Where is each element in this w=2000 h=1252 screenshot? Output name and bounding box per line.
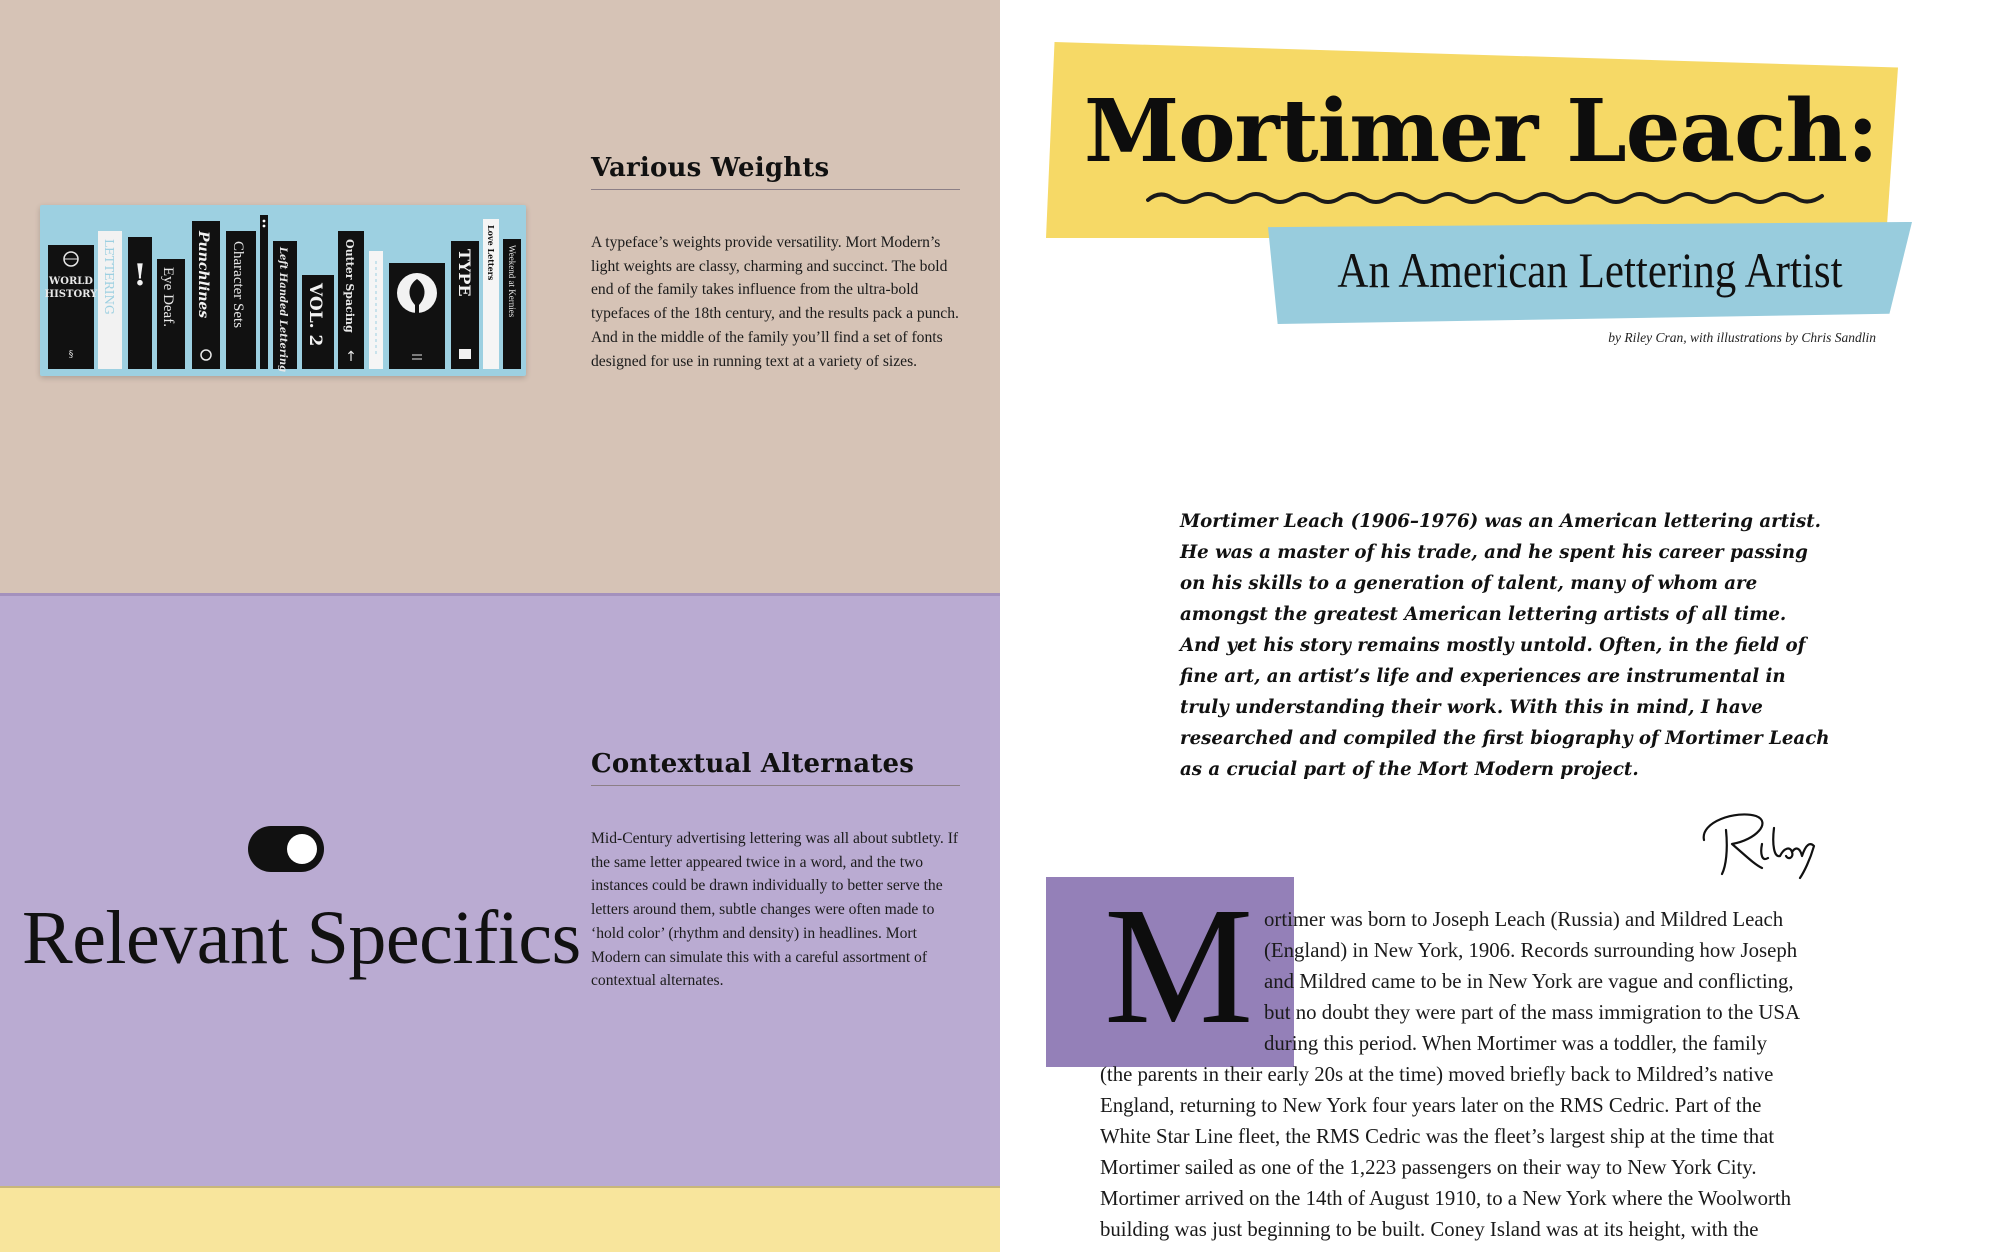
bottom-panel: [0, 1186, 1000, 1252]
body-line: White Star Line fleet, the RMS Cedric was the fleet’s largest ship at the time that: [1100, 1125, 1775, 1148]
book-love-letters-title: Love Letters: [486, 225, 496, 281]
book-vol2-title: VOL. 2: [305, 283, 325, 347]
body-line: but no doubt they were part of the mass immigration to the USA: [1264, 1001, 1801, 1024]
book-outer-spacing-title: Outter Spacing: [343, 239, 356, 333]
body-line: Mortimer arrived on the 14th of August 1910, to a New York where the Woolworth: [1100, 1187, 1792, 1210]
book-eye-deaf-title: Eye Deaf.: [160, 267, 176, 327]
contextual-alternates-body: Mid-Century advertising lettering was all about subtlety. If the same letter appeared twice in a word, and the two instances could be drawn individually to better serve the letters around them, subtle changes were often made to ‘hold color’ (rhythm and density) in headlines. Mort Modern can simulate this with a careful assortment of contextual alternates.: [591, 830, 959, 990]
body-line: Mortimer sailed as one of the 1,223 passengers on their way to New York City.: [1100, 1156, 1757, 1179]
article-headline: Mortimer Leach:: [1084, 81, 1878, 182]
squiggle-underline: [1146, 186, 1826, 210]
signature-riley: [1696, 800, 1824, 880]
body-line: (the parents in their early 20s at the time) moved briefly back to Mildred’s native: [1100, 1063, 1774, 1086]
book-world-history-line1: WORLD: [49, 276, 93, 287]
relevant-specifics-title: Relevant Specifics: [22, 896, 581, 980]
body-line: and Mildred came to be in New York are vague and conflicting,: [1264, 970, 1794, 993]
toggle-knob: [287, 834, 317, 864]
various-weights-heading: Various Weights: [591, 153, 960, 190]
book-character-sets-title: Character Sets: [230, 241, 246, 329]
book-world-history-line2: HISTORY: [44, 289, 98, 300]
various-weights-body: A typeface’s weights provide versatility. Mort Modern’s light weights are classy, charming and succinct. The bold end of the family takes influence from the ultra-bold typefaces of the 18th century, and the results pack a punch. And in the middle of the family you’ll find a set of fonts designed for use in running text at a variety of sizes.: [591, 234, 959, 370]
book-exclaim-title: !: [133, 258, 147, 293]
book-exclaim: [128, 237, 152, 369]
article-subtitle: An American Lettering Artist: [1337, 242, 1843, 298]
book-lettering-title: LETTERING: [102, 239, 116, 315]
book-thin: [260, 215, 268, 369]
bookshelf-illustration: [40, 205, 526, 376]
byline: by Riley Cran, with illustrations by Chris Sandlin: [1608, 330, 1876, 345]
intro-paragraph: Mortimer Leach (1906–1976) was an American lettering artist. He was a master of his trade, and he spent his career passing on his skills to a generation of talent, many of whom are amongst the greatest American lettering artists of all time. And yet his story remains mostly untold. Often, in the field of fine art, an artist’s life and experiences are instrumental in truly understanding their work. With this in mind, I have researched and compiled the first biography of Mortimer Leach as a crucial part of the Mort Modern project.: [1180, 511, 1830, 780]
toggle-switch[interactable]: [248, 826, 324, 872]
book-weekend-title: Weekend at Kernies: [507, 245, 517, 318]
article-body: [1100, 904, 1900, 1245]
book-punchlines-title: Punchlines: [195, 231, 211, 319]
body-line: building was just beginning to be built. Coney Island was at its height, with the: [1100, 1218, 1759, 1241]
drop-cap-letter: M: [1104, 873, 1254, 1059]
body-line: (England) in New York, 1906. Records surrounding how Joseph: [1264, 939, 1798, 962]
contextual-alternates-heading: Contextual Alternates: [591, 749, 960, 786]
body-line: during this period. When Mortimer was a toddler, the family: [1264, 1032, 1767, 1055]
section-mark-icon: §: [68, 350, 74, 360]
book-type-title: TYPE: [455, 249, 474, 297]
body-line: ortimer was born to Joseph Leach (Russia) and Mildred Leach: [1264, 908, 1784, 931]
book-left-handed-title: Left Handed Lettering: [277, 247, 288, 373]
arrow-up-icon: ↑: [345, 349, 357, 365]
body-line: England, returning to New York four years later on the RMS Cedric. Part of the: [1100, 1094, 1762, 1117]
